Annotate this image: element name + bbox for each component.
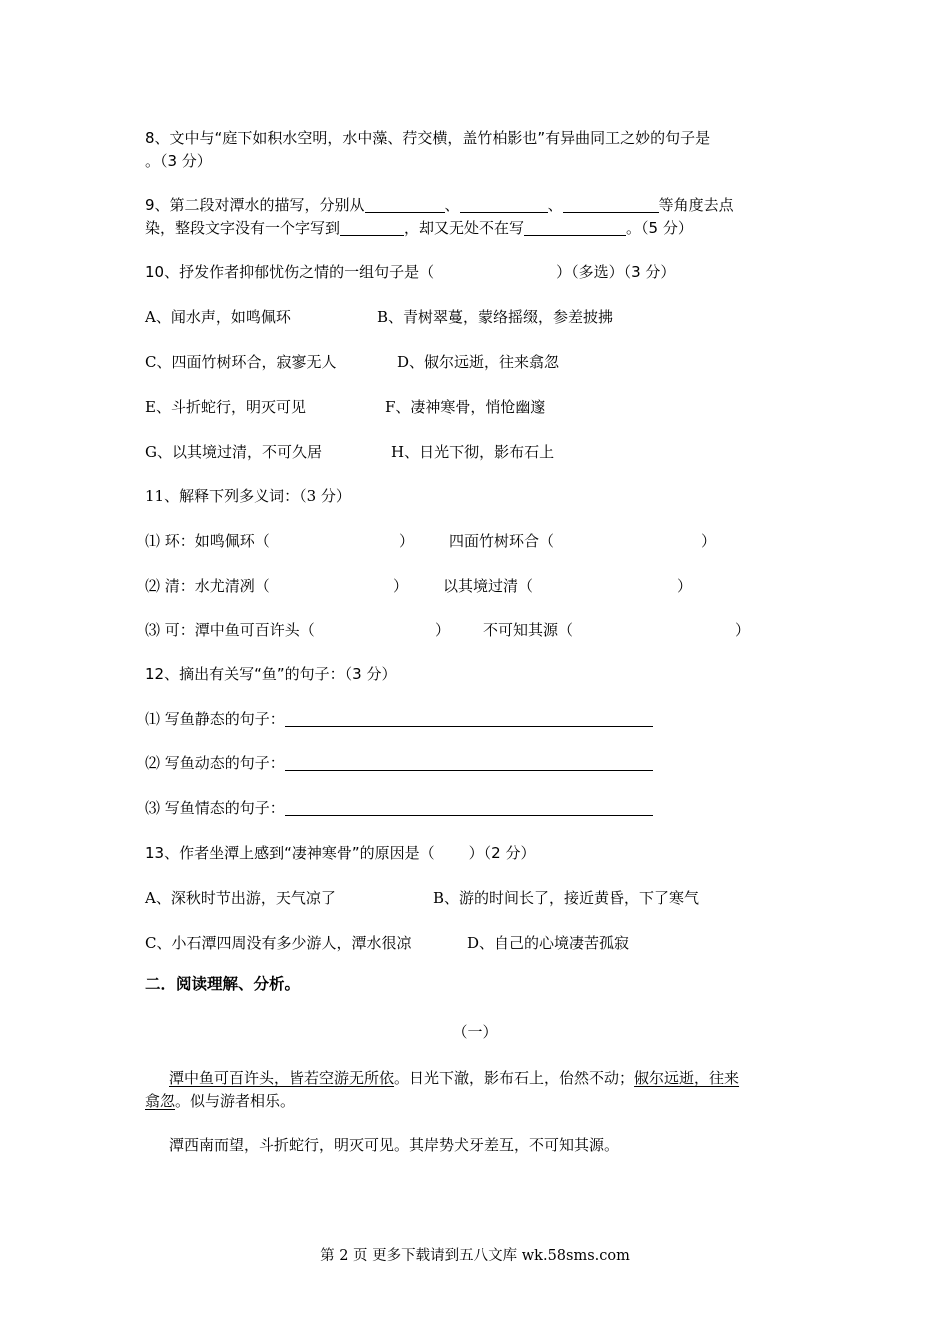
q12-item-2-label: ⑵ 写鱼动态的句子： xyxy=(145,754,285,772)
q10-option-e: E、斗折蛇行，明灭可见 xyxy=(145,398,306,416)
q12-answer-line-2 xyxy=(285,754,653,771)
passage-paragraph-2: 潭西南而望，斗折蛇行，明灭可见。其岸势犬牙差互，不可知其源。 xyxy=(169,1136,620,1154)
q10-stem-b: ）（多选）（3 分） xyxy=(556,263,676,281)
q13-stem-a: 13、作者坐潭上感到“凄神寒骨”的原因是（ xyxy=(145,844,435,862)
paragraph-text: 。似与游者相乐。 xyxy=(175,1092,296,1110)
underlined-sentence: 俶尔远逝，往来 xyxy=(634,1069,740,1087)
underlined-sentence: 翕忽 xyxy=(145,1092,176,1110)
q11-item-3-b: ） xyxy=(435,621,451,639)
q11-item-2-c: 以其境过清（ xyxy=(443,577,534,595)
q13-stem xyxy=(145,843,535,863)
q12-item-3-label: ⑶ 写鱼情态的句子： xyxy=(145,799,285,817)
passage-paragraph-1-line-2 xyxy=(145,1091,295,1111)
q9-text-b: 、 xyxy=(444,196,460,214)
q10-option-h: H、日光下彻，影布石上 xyxy=(391,443,555,461)
paragraph-text: 。日光下澈，影布石上，佁然不动； xyxy=(394,1069,635,1087)
q9-text-d: 等角度去点 xyxy=(658,196,734,214)
q11-item-3-d: ） xyxy=(735,621,751,639)
q13-option-d: D、自己的心境凄苦孤寂 xyxy=(467,934,630,952)
q11-item-1-a: ⑴ 环：如鸣佩环（ xyxy=(145,532,270,550)
q11-item-1-c: 四面竹树环合（ xyxy=(449,532,555,550)
q12-answer-line-3 xyxy=(285,799,653,816)
q12-item-1-label: ⑴ 写鱼静态的句子： xyxy=(145,710,285,728)
q9-text-g: 。（5 分） xyxy=(626,219,693,237)
q10-option-g: G、以其境过清，不可久居 xyxy=(145,443,322,461)
q11-item-3-c: 不可知其源（ xyxy=(483,621,574,639)
q13-option-a: A、深秋时节出游，天气凉了 xyxy=(145,889,336,907)
q9-blank-1 xyxy=(365,196,445,213)
passage-subtitle: （一） xyxy=(452,1023,498,1041)
q11-stem: 11、解释下列多义词：（3 分） xyxy=(145,487,351,505)
q10-option-b: B、青树翠蔓，蒙络摇缀，参差披拂 xyxy=(377,308,614,326)
q11-item-2-a: ⑵ 清：水尤清冽（ xyxy=(145,577,270,595)
q11-item-3-a: ⑶ 可：潭中鱼可百许头（ xyxy=(145,621,315,639)
q12-stem: 12、摘出有关写“鱼”的句子：（3 分） xyxy=(145,665,397,683)
page-footer: 第 2 页 更多下载请到五八文库 wk.58sms.com xyxy=(320,1248,630,1264)
q13-option-c: C、小石潭四周没有多少游人，潭水很凉 xyxy=(145,934,412,952)
q10-option-a: A、闻水声，如鸣佩环 xyxy=(145,308,291,326)
q11-item-2-d: ） xyxy=(677,577,693,595)
passage-paragraph-1-line-1 xyxy=(169,1068,739,1088)
q9-blank-3 xyxy=(563,196,659,213)
q9-blank-2 xyxy=(460,196,548,213)
q10-option-f: F、凄神寒骨，悄怆幽邃 xyxy=(385,398,546,416)
q11-item-1-d: ） xyxy=(701,532,717,550)
q12-answer-line-1 xyxy=(285,710,653,727)
q9-blank-5 xyxy=(524,219,626,236)
q10-option-c: C、四面竹树环合，寂寥无人 xyxy=(145,353,337,371)
section-heading: 二．阅读理解、分析。 xyxy=(145,975,301,993)
q9-text-f: ，却又无处不在写 xyxy=(404,219,525,237)
underlined-sentence: 潭中鱼可百许头，皆若空游无所依 xyxy=(169,1069,395,1087)
q9-blank-4 xyxy=(340,219,404,236)
q12-item-1 xyxy=(145,709,653,729)
q9-text-e: 染，整段文字没有一个字写到 xyxy=(145,219,341,237)
q9-text-a: 9、第二段对潭水的描写，分别从 xyxy=(145,196,365,214)
q12-item-2 xyxy=(145,753,653,773)
q11-item-2-b: ） xyxy=(393,577,409,595)
q12-item-3 xyxy=(145,798,653,818)
q8-line-1: 8、文中与“庭下如积水空明，水中藻、荇交横，盖竹柏影也”有异曲同工之妙的句子是 xyxy=(145,129,711,147)
q11-item-1-b: ） xyxy=(399,532,415,550)
q13-option-b: B、游的时间长了，接近黄昏，下了寒气 xyxy=(433,889,700,907)
q9-line-1 xyxy=(145,195,734,215)
q8-line-2: 。（3 分） xyxy=(145,152,212,170)
q10-stem xyxy=(145,262,675,282)
q10-option-d: D、俶尔远逝，往来翕忽 xyxy=(397,353,560,371)
q9-text-c: 、 xyxy=(547,196,563,214)
q13-stem-b: ）（2 分） xyxy=(468,844,536,862)
q9-line-2 xyxy=(145,218,693,238)
q10-stem-a: 10、抒发作者抑郁忧伤之情的一组句子是（ xyxy=(145,263,435,281)
